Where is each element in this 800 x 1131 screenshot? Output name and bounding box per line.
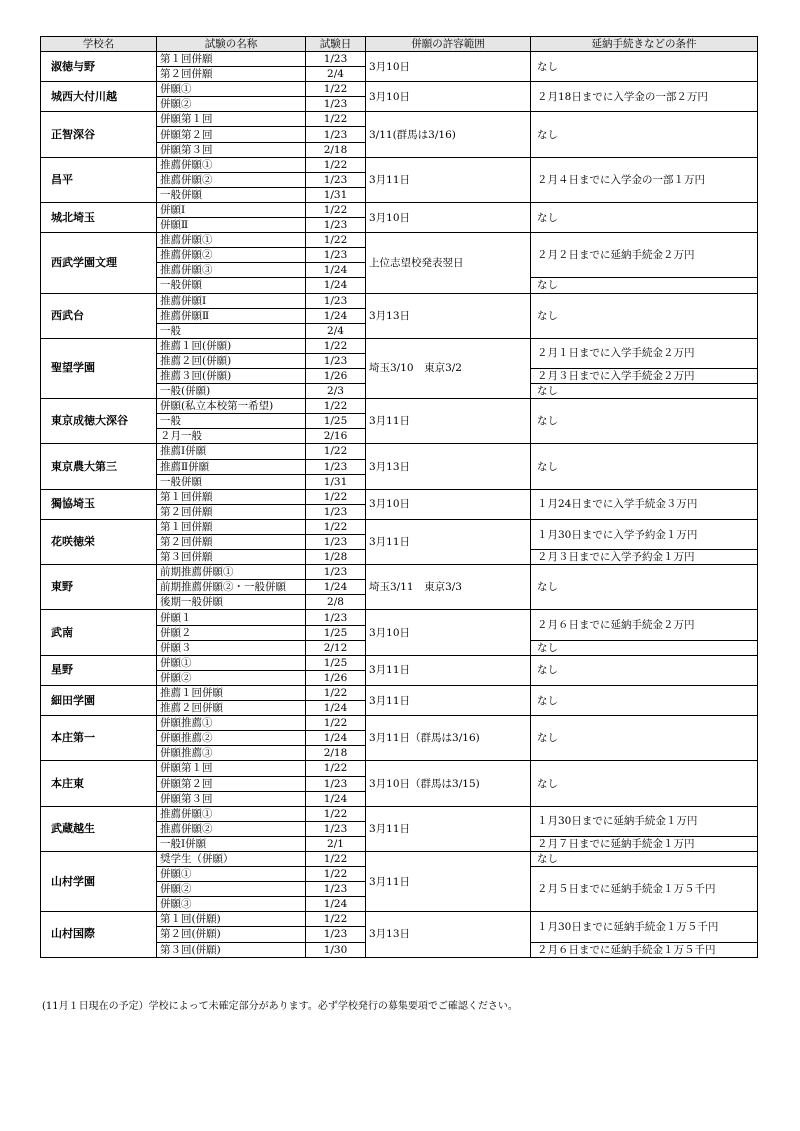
exam-name: 併願第２回 [157,776,306,791]
condition: なし [531,716,758,761]
condition: なし [531,685,758,715]
condition: なし [531,384,758,399]
school-name: 東京成徳大深谷 [41,399,157,444]
exam-name: 推薦１回併願 [157,685,306,700]
exam-date: 1/24 [306,263,366,278]
table-row [41,399,758,414]
exam-date: 1/22 [306,444,366,459]
exam-date: 2/8 [306,595,366,610]
exam-date: 2/18 [306,746,366,761]
application-scope: 埼玉3/10 東京3/2 [366,338,531,398]
exam-date: 1/24 [306,791,366,806]
exam-name: 併願２ [157,625,306,640]
table-row [41,233,758,248]
application-scope: 3月10日（群馬は3/15) [366,761,531,806]
table-body [41,52,758,958]
exam-name: 第３回(併願) [157,942,306,957]
exam-date: 2/3 [306,384,366,399]
exam-date: 1/30 [306,942,366,957]
exam-date: 1/24 [306,731,366,746]
header-conditions: 延納手続きなどの条件 [531,37,758,52]
exam-date: 1/23 [306,248,366,263]
school-name: 城北埼玉 [41,202,157,232]
exam-date: 1/22 [306,112,366,127]
exam-date: 1/23 [306,353,366,368]
exam-name: 第２回(併願) [157,927,306,942]
condition: なし [531,761,758,806]
condition: なし [531,52,758,82]
header-scope: 併願の許容範囲 [366,37,531,52]
exam-date: 1/23 [306,776,366,791]
exam-name: 一般併願 [157,474,306,489]
exam-name: 第２回併願 [157,504,306,519]
condition: １月30日までに入学予約金１万円 [531,519,758,549]
exam-date: 1/24 [306,308,366,323]
exam-name: 併願第３回 [157,142,306,157]
school-name: 星野 [41,655,157,685]
school-name: 武南 [41,610,157,655]
exam-date: 1/22 [306,867,366,882]
exam-name: 前期推薦併願②・一般併願 [157,580,306,595]
exam-date: 1/31 [306,187,366,202]
application-scope: 3月11日 [366,399,531,444]
application-scope: 3月11日 [366,157,531,202]
exam-date: 1/22 [306,233,366,248]
application-scope: 3月11日 [366,655,531,685]
exam-date: 1/23 [306,293,366,308]
exam-date: 1/23 [306,882,366,897]
exam-name: 一般併願 [157,278,306,293]
exam-date: 1/23 [306,610,366,625]
school-name: 細田学園 [41,685,157,715]
exam-name: 一般併願 [157,187,306,202]
table-row [41,338,758,353]
exam-date: 1/22 [306,761,366,776]
exam-date: 1/22 [306,338,366,353]
footnote: (11月１日現在の予定）学校によって未確定部分があります。必ず学校発行の募集要項でご確認ください。 [42,1001,518,1012]
condition: ２月１日までに入学手続金２万円 [531,338,758,368]
application-scope: 3月13日 [366,293,531,338]
exam-date: 2/18 [306,142,366,157]
exam-date: 1/23 [306,127,366,142]
application-scope: 3月11日 [366,806,531,851]
application-scope: 3/11(群馬は3/16) [366,112,531,157]
exam-name: 推薦Ⅱ併願 [157,459,306,474]
condition: ２月７日までに延納手続金１万円 [531,836,758,851]
exam-name: 推薦３回(併願) [157,368,306,383]
exam-date: 1/31 [306,474,366,489]
exam-date: 1/22 [306,912,366,927]
condition: なし [531,851,758,866]
application-scope: 3月11日 [366,685,531,715]
exam-date: 2/4 [306,67,366,82]
exam-date: 1/22 [306,851,366,866]
exam-name: 併願第３回 [157,791,306,806]
exam-name: 第３回併願 [157,550,306,565]
exam-date: 1/24 [306,701,366,716]
exam-name: 奨学生（併願） [157,851,306,866]
exam-name: 推薦併願① [157,806,306,821]
table-row [41,202,758,217]
application-scope: 3月10日 [366,489,531,519]
school-name: 本庄東 [41,761,157,806]
exam-date: 1/24 [306,580,366,595]
condition: なし [531,399,758,444]
exam-name: 併願Ⅱ [157,218,306,233]
exam-name: 推薦２回(併願) [157,353,306,368]
condition: ２月５日までに延納手続金１万５千円 [531,867,758,912]
exam-date: 1/23 [306,927,366,942]
exam-date: 1/25 [306,655,366,670]
exam-name: 併願１ [157,610,306,625]
exam-name: 併願② [157,882,306,897]
exam-name: 併願Ⅰ [157,202,306,217]
condition: なし [531,640,758,655]
school-name: 花咲徳栄 [41,519,157,564]
exam-date: 1/23 [306,535,366,550]
exam-name: 併願第１回 [157,761,306,776]
school-name: 獨協埼玉 [41,489,157,519]
exam-date: 1/22 [306,82,366,97]
exam-name: 第１回併願 [157,489,306,504]
table-row [41,444,758,459]
exam-date: 1/22 [306,202,366,217]
exam-name: 併願① [157,867,306,882]
school-name: 淑徳与野 [41,52,157,82]
exam-date: 2/16 [306,429,366,444]
table-row [41,112,758,127]
exam-name: 推薦併願① [157,157,306,172]
exam-date: 1/28 [306,550,366,565]
condition: なし [531,293,758,338]
exam-date: 1/26 [306,368,366,383]
exam-name: 第１回併願 [157,52,306,67]
condition: なし [531,202,758,232]
school-name: 東野 [41,565,157,610]
exam-name: 推薦併願Ⅰ [157,293,306,308]
application-scope: 埼玉3/11 東京3/3 [366,565,531,610]
exam-name: 前期推薦併願① [157,565,306,580]
condition: なし [531,112,758,157]
table-row [41,912,758,927]
exam-name: 一般(併願) [157,384,306,399]
condition: ２月３日までに入学予約金１万円 [531,550,758,565]
condition: なし [531,444,758,489]
table-row [41,519,758,534]
application-scope: 3月10日 [366,52,531,82]
application-scope: 3月10日 [366,82,531,112]
exam-name: 併願推薦① [157,716,306,731]
exam-date: 1/24 [306,897,366,912]
application-scope: 3月13日 [366,444,531,489]
condition: ２月３日までに入学手続金２万円 [531,368,758,383]
condition: ２月６日までに延納手続金２万円 [531,610,758,640]
application-scope: 3月13日 [366,912,531,957]
exam-name: 推薦併願③ [157,263,306,278]
table-row [41,82,758,97]
exam-date: 1/22 [306,519,366,534]
condition: なし [531,565,758,610]
application-scope: 上位志望校発表翌日 [366,233,531,293]
school-name: 昌平 [41,157,157,202]
header-exam-name: 試験の名称 [157,37,306,52]
condition: なし [531,655,758,685]
exam-name: 推薦２回併願 [157,701,306,716]
exam-name: 併願③ [157,897,306,912]
exam-date: 1/26 [306,670,366,685]
exam-date: 1/22 [306,716,366,731]
condition: １月30日までに延納手続金１万円 [531,806,758,836]
table-row [41,716,758,731]
exam-date: 1/22 [306,806,366,821]
exam-name: 併願① [157,655,306,670]
table-row [41,851,758,866]
exam-date: 1/23 [306,97,366,112]
table-row [41,489,758,504]
exam-date: 1/23 [306,821,366,836]
exam-name: 第１回併願 [157,519,306,534]
table-row [41,806,758,821]
school-name: 山村学園 [41,851,157,911]
condition: ２月18日までに入学金の一部２万円 [531,82,758,112]
condition: なし [531,278,758,293]
table-row [41,565,758,580]
exam-name: 併願推薦② [157,731,306,746]
exam-name: 推薦併願② [157,172,306,187]
exam-name: 推薦１回(併願) [157,338,306,353]
exam-name: 一般Ⅰ併願 [157,836,306,851]
table-row [41,685,758,700]
exam-name: 併願② [157,97,306,112]
exam-date: 1/23 [306,504,366,519]
exam-date: 1/23 [306,52,366,67]
exam-name: 推薦併願Ⅱ [157,308,306,323]
exam-name: 併願３ [157,640,306,655]
exam-name: 第１回(併願) [157,912,306,927]
school-name: 山村国際 [41,912,157,957]
school-name: 聖望学園 [41,338,157,398]
exam-name: 第２回併願 [157,535,306,550]
exam-name: 推薦併願② [157,821,306,836]
exam-date: 2/4 [306,323,366,338]
exam-name: 第２回併願 [157,67,306,82]
exam-name: 推薦併願② [157,248,306,263]
header-exam-date: 試験日 [306,37,366,52]
school-name: 本庄第一 [41,716,157,761]
exam-name: ２月一般 [157,429,306,444]
school-name: 東京農大第三 [41,444,157,489]
school-name: 武蔵越生 [41,806,157,851]
table-row [41,655,758,670]
exam-date: 1/25 [306,414,366,429]
table-row [41,610,758,625]
table-row [41,52,758,67]
exam-name: 併願① [157,82,306,97]
exam-date: 1/22 [306,157,366,172]
application-scope: 3月10日 [366,202,531,232]
condition: ２月６日までに延納手続金１万５千円 [531,942,758,957]
exam-date: 1/22 [306,399,366,414]
exam-name: 併願第１回 [157,112,306,127]
exam-date: 1/23 [306,459,366,474]
exam-name: 併願② [157,670,306,685]
header-school-name: 学校名 [41,37,157,52]
exam-name: 後期一般併願 [157,595,306,610]
condition: ２月２日までに延納手続金２万円 [531,233,758,278]
school-name: 西武学園文理 [41,233,157,293]
school-name: 正智深谷 [41,112,157,157]
application-scope: 3月11日 [366,851,531,911]
school-name: 城西大付川越 [41,82,157,112]
application-scope: 3月10日 [366,610,531,655]
application-scope: 3月11日（群馬は3/16) [366,716,531,761]
school-name: 西武台 [41,293,157,338]
exam-date: 1/23 [306,218,366,233]
exam-name: 一般 [157,323,306,338]
admissions-table [40,36,758,958]
header-row [41,37,758,52]
exam-date: 1/23 [306,565,366,580]
exam-date: 1/25 [306,625,366,640]
exam-name: 一般 [157,414,306,429]
table-row [41,761,758,776]
exam-date: 2/1 [306,836,366,851]
exam-date: 1/23 [306,172,366,187]
exam-name: 推薦併願① [157,233,306,248]
table-row [41,157,758,172]
exam-name: 併願第２回 [157,127,306,142]
condition: １月30日までに延納手続金１万５千円 [531,912,758,942]
exam-date: 1/22 [306,489,366,504]
exam-name: 推薦Ⅰ併願 [157,444,306,459]
exam-name: 併願推薦③ [157,746,306,761]
exam-date: 1/22 [306,685,366,700]
exam-date: 2/12 [306,640,366,655]
exam-date: 1/24 [306,278,366,293]
condition: ２月４日までに入学金の一部１万円 [531,157,758,202]
condition: １月24日までに入学手続金３万円 [531,489,758,519]
table-row [41,293,758,308]
application-scope: 3月11日 [366,519,531,564]
exam-name: 併願(私立本校第一希望) [157,399,306,414]
